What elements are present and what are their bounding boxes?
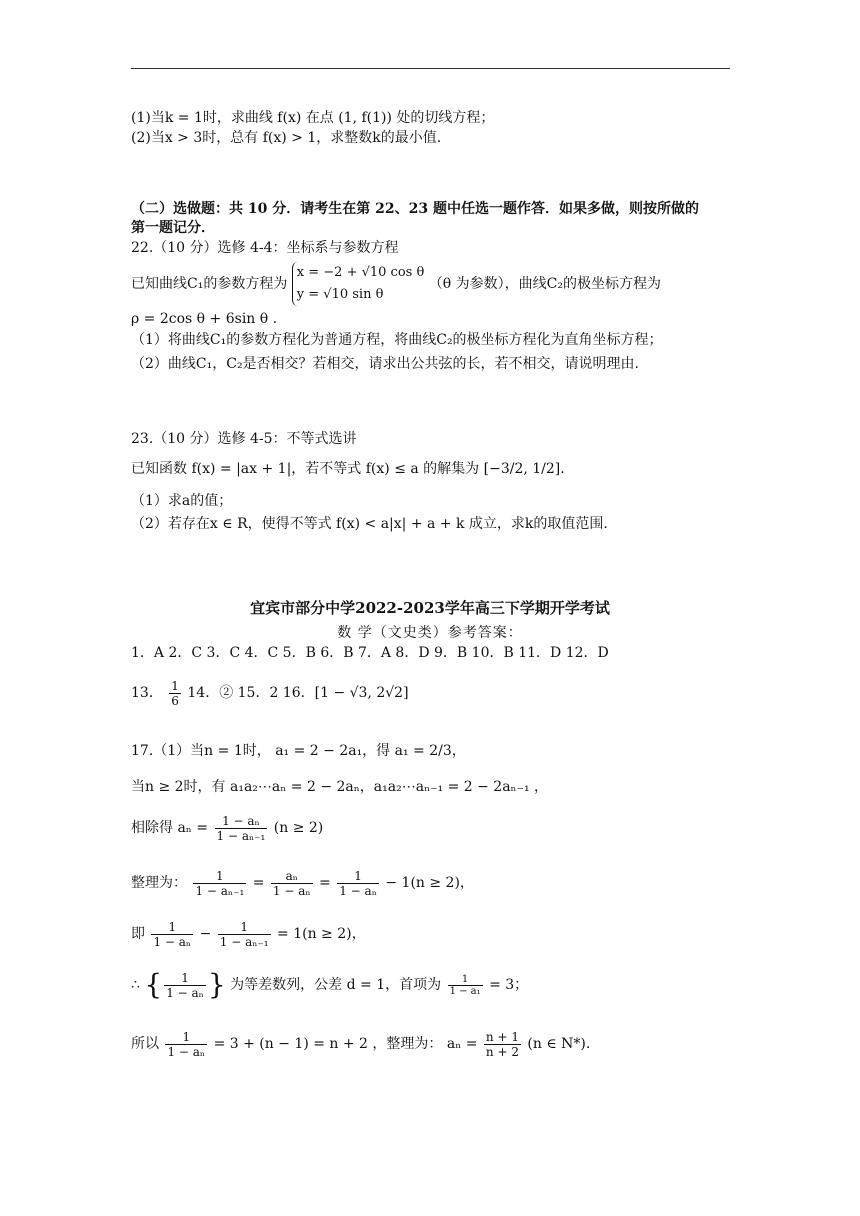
- s17-line6-b: 为等差数列，公差 d = 1，首项为: [230, 977, 442, 993]
- q22-intro-b: （θ 为参数），曲线C₂的极坐标方程为: [428, 276, 661, 292]
- answers-subtitle: 数 学（文史类）参考答案：: [337, 625, 523, 641]
- fill-13-label: 13．: [131, 685, 163, 701]
- fill-13-num: 1: [171, 678, 179, 693]
- fill-13-fraction: [169, 679, 181, 708]
- answers-title: 宜宾市部分中学2022-2023学年高三下学期开学考试: [250, 599, 610, 617]
- q21-part2: (2)当x > 3时，总有 f(x) > 1，求整数k的最小值.: [131, 130, 442, 146]
- q22-eq2: y = √10 sin θ: [296, 287, 384, 302]
- s17-line7-num: n + 1: [485, 1029, 519, 1044]
- s17-line5: 即 $\frac{1}{\text{1 − aₙ}}$ − $\frac{1}{\text{1 − aₙ₋₁}}$ = 1(n ≥ 2)，: [131, 919, 366, 949]
- answers-fill-line: [131, 675, 409, 711]
- s17-line7-a: 所以: [131, 1036, 159, 1052]
- s17-line3: [131, 808, 323, 848]
- s17-line1-c: a₁ = 2/3，: [394, 743, 466, 759]
- s17-line6: ∴ { $\frac{1}{\text{1 − aₙ}}$ } 为等差数列，公差 d = 1，首项为 $\frac{1}{\text{1 − a₁}}$ = 3；: [131, 968, 529, 1001]
- s17-line6-a: ∴: [131, 977, 140, 993]
- q22-part2: （2）曲线C₁，C₂是否相交？若相交，请求出公共弦的长，若不相交，请说明理由.: [131, 356, 640, 372]
- s17-line4-frac1: $\frac{1}{\text{1 − aₙ₋₁}}$: [195, 868, 245, 898]
- s17-line3-b: (n ≥ 2): [273, 820, 324, 836]
- s17-line5-frac1: $\frac{1}{\text{1 − aₙ}}$: [153, 919, 192, 949]
- optional-heading-line1: （二）选做题：共 10 分．请考生在第 22、23 题中任选一题作答．如果多做，则按所做的: [131, 201, 699, 217]
- s17-line4-frac2: $\frac{\text{aₙ}}{\text{1 − aₙ}}$: [272, 868, 311, 898]
- s17-line1-b: a₁ = 2 − 2a₁，得: [275, 743, 391, 759]
- optional-heading-line2: 第一题记分．: [131, 220, 215, 236]
- q23-title: 23.（10 分）选修 4-5：不等式选讲: [131, 431, 357, 447]
- q23-part2: （2）若存在x ∈ R，使得不等式 f(x) < a|x| + a + k 成立，求k的取值范围.: [131, 516, 608, 532]
- q23-interval: [−3/2, 1/2].: [483, 461, 565, 477]
- s17-line5-a: 即: [131, 926, 145, 942]
- s17-line7-den: n + 2: [485, 1044, 519, 1059]
- s17-line2: 当n ≥ 2时，有 a₁a₂⋯aₙ = 2 − 2aₙ，a₁a₂⋯aₙ₋₁ = 2 − 2aₙ₋₁ ，: [131, 779, 549, 795]
- s17-line7: [131, 1024, 590, 1064]
- s17-line3-fraction: [215, 814, 268, 843]
- s17-line4-a: 整理为：: [131, 875, 187, 891]
- s17-line5-frac2: $\frac{1}{\text{1 − aₙ₋₁}}$: [219, 919, 269, 949]
- q22-polar: ρ = 2cos θ + 6sin θ .: [131, 311, 278, 327]
- s17-line6-frac1: $\frac{1}{\text{1 − aₙ}}$: [166, 970, 204, 1000]
- s17-line7-b: = 3 + (n − 1) = n + 2 ，整理为：: [213, 1036, 443, 1052]
- s17-line7-c: aₙ =: [446, 1036, 478, 1052]
- q23-intro: 已知函数 f(x) = |ax + 1|，若不等式 f(x) ≤ a 的解集为: [131, 461, 480, 477]
- q22-eq1: x = −2 + √10 cos θ: [296, 265, 425, 280]
- s17-line7-frac2: [484, 1030, 521, 1059]
- q22-intro-a: 已知曲线C₁的参数方程为: [131, 276, 288, 292]
- fill-rest: 14．② 15．2 16．[1 − √3, 2√2]: [187, 685, 409, 701]
- s17-line3-den: 1 − aₙ₋₁: [216, 828, 266, 843]
- s17-line7-d: (n ∈ N*).: [527, 1036, 591, 1052]
- s17-line4-b: (n ≥ 2)，: [410, 875, 474, 891]
- s17-line6-c: = 3；: [489, 977, 529, 993]
- q22-part1: （1）将曲线C₁的参数方程化为普通方程，将曲线C₂的极坐标方程化为直角坐标方程；: [131, 332, 663, 348]
- s17-line1-a: 17.（1）当n = 1时，: [131, 743, 271, 759]
- header-rule: [131, 68, 730, 69]
- q23-intro-line: [131, 460, 565, 478]
- s17-line7-frac1: $\frac{1}{\text{1 − aₙ}}$: [167, 1029, 206, 1059]
- fill-13-den: 6: [171, 693, 179, 708]
- s17-line4: 整理为： $\frac{1}{\text{1 − aₙ₋₁}}$ = $\frac{\text{aₙ}}{\text{1 − aₙ}}$ = $\frac{1}{\text{1 − aₙ}}$ − 1(n ≥ 2)，: [131, 868, 474, 898]
- answers-choices: 1．A 2．C 3．C 4．C 5．B 6．B 7．A 8．D 9．B 10．B 11．D 12．D: [131, 645, 609, 661]
- s17-line6-frac2: $\frac{1}{\text{1 − a₁}}$: [449, 973, 481, 997]
- q22-title: 22.（10 分）选修 4-4：坐标系与参数方程: [131, 240, 399, 256]
- s17-line5-b: = 1(n ≥ 2)，: [277, 926, 366, 942]
- q22-parametric-system: [292, 262, 425, 306]
- s17-line3-num: 1 − aₙ: [215, 814, 268, 829]
- q22-intro: [131, 262, 661, 306]
- s17-line1: [131, 736, 466, 766]
- q23-part1: （1）求a的值；: [131, 493, 233, 509]
- q21-part1: (1)当k = 1时，求曲线 f(x) 在点 (1, f(1)) 处的切线方程；: [131, 110, 495, 126]
- s17-line4-frac3: $\frac{1}{\text{1 − aₙ}}$: [339, 868, 377, 898]
- s17-line3-a: 相除得 aₙ =: [131, 820, 209, 836]
